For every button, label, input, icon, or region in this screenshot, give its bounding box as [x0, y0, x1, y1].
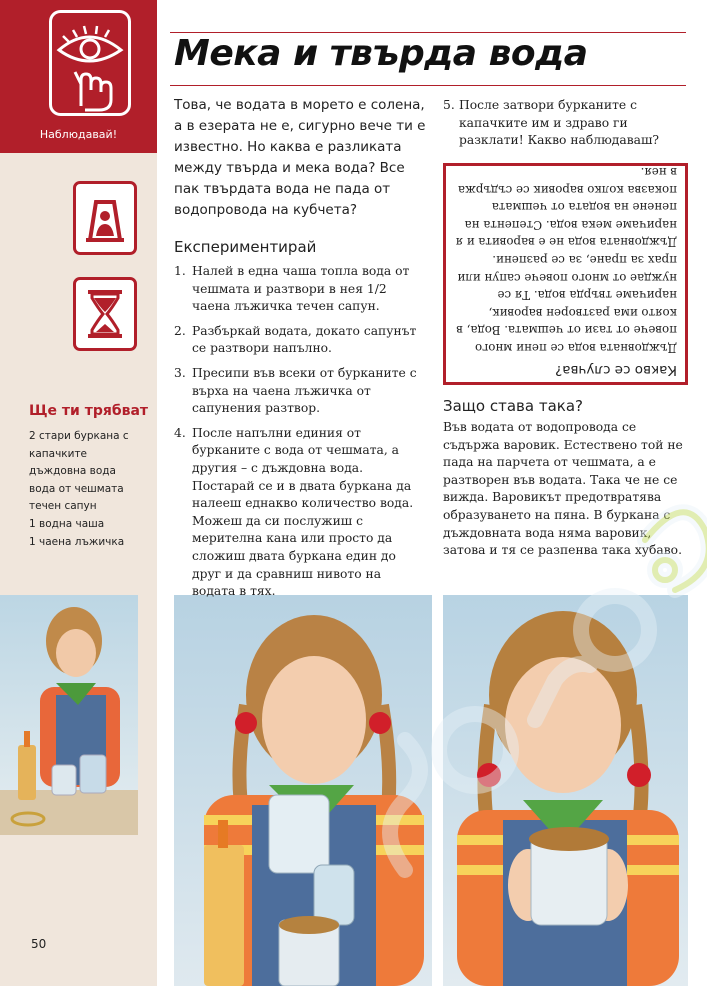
answer-heading: Какво се случва? [555, 362, 677, 378]
step-item [443, 97, 686, 150]
photo-middle [174, 595, 432, 986]
person-icon [76, 184, 134, 252]
hourglass-tile [73, 277, 137, 351]
step-text: После затвори бурканите с капачките им и здраво ги разклати! Какво наблюдаваш? [459, 98, 659, 148]
step-item [174, 323, 428, 358]
needs-item: 2 стари буркана с капачките [29, 430, 129, 460]
answer-text: Дъждовната вода се пени много повече от тази от чешмата. Вода, в която има разтворен варовик, наричаме твърда вода. Тя се нуждае от много повече сапун или прах за пране, за се разпени. Дъждовната вода не е варовита и я наричаме мека вода. Степента на пенене на водата от чешмата показва колко варовик се съдържа в нея. [455, 165, 677, 355]
needs-item: вода от чешмата [29, 482, 124, 495]
intro-text: Това, че водата в морето е солена, а в езерата не е, сигурно вече ти е известно. Но каква е разликата между твърда и мека вода? Все пак твърдата вода не пада от водопровода на кубчета? [174, 97, 426, 218]
step-text: Разбъркай водата, докато сапунът се разтвори напълно. [192, 323, 417, 356]
needs-item: 1 водна чаша [29, 517, 105, 530]
step-item [174, 263, 428, 316]
photo-right [443, 595, 688, 986]
step-number: 4. [174, 425, 186, 440]
answer-inverted [446, 166, 685, 382]
needs-item: 1 чаена лъжичка [29, 535, 125, 548]
step-text: Налей в една чаша топла вода от чешмата и разтвори в нея 1/2 чаена лъжичка течен сапун. [192, 264, 410, 314]
eye-hand-icon [49, 10, 131, 116]
step-item [174, 365, 428, 418]
answer-box [443, 163, 688, 385]
experiment-steps [174, 263, 428, 608]
step-number: 1. [174, 264, 186, 278]
experiment-heading: Експериментирай [174, 238, 317, 256]
step-number: 3. [174, 365, 186, 380]
why-text: Във водата от водопровода се съдържа варовик. Естествено той не пада на парчета от чешмата, а е разтворен във водата. Така че не се вижда. Варовикът предотвратява образуването на пяна. В буркана с дъждовната вода няма варовик, затова и тя се разпенва така хубаво. [443, 420, 683, 558]
step-number: 2. [174, 323, 186, 338]
title-rule-bottom [170, 85, 686, 86]
step-number: 5. [443, 98, 455, 112]
needs-list [29, 428, 149, 551]
page-number: 50 [31, 937, 47, 951]
observe-badge [0, 0, 157, 153]
needs-heading: Ще ти трябват [29, 403, 149, 419]
page-title: Мека и твърда вода [174, 33, 588, 74]
needs-item: дъждовна вода [29, 465, 116, 478]
needs-item: течен сапун [29, 500, 97, 513]
photo-small [0, 595, 138, 835]
why-heading: Защо става така? [443, 397, 584, 415]
badge-label: Наблюдавай! [39, 128, 118, 141]
step-text: После напълни единия от бурканите с вода от чешмата, а другия – с дъждовна вода. Постарай се и в двата буркана да налееш еднакво количество вода. Можеш да си послужиш с мерителна кана или просто да сложиш двата буркана един до друг и да сравниш нивото на водата в тях. [192, 425, 414, 599]
step-text: Пресипи във всеки от бурканите с върха на чаена лъжичка от сапунения разтвор. [192, 365, 417, 416]
hourglass-icon [76, 280, 134, 348]
person-tile [73, 181, 137, 255]
step-item [174, 425, 428, 601]
